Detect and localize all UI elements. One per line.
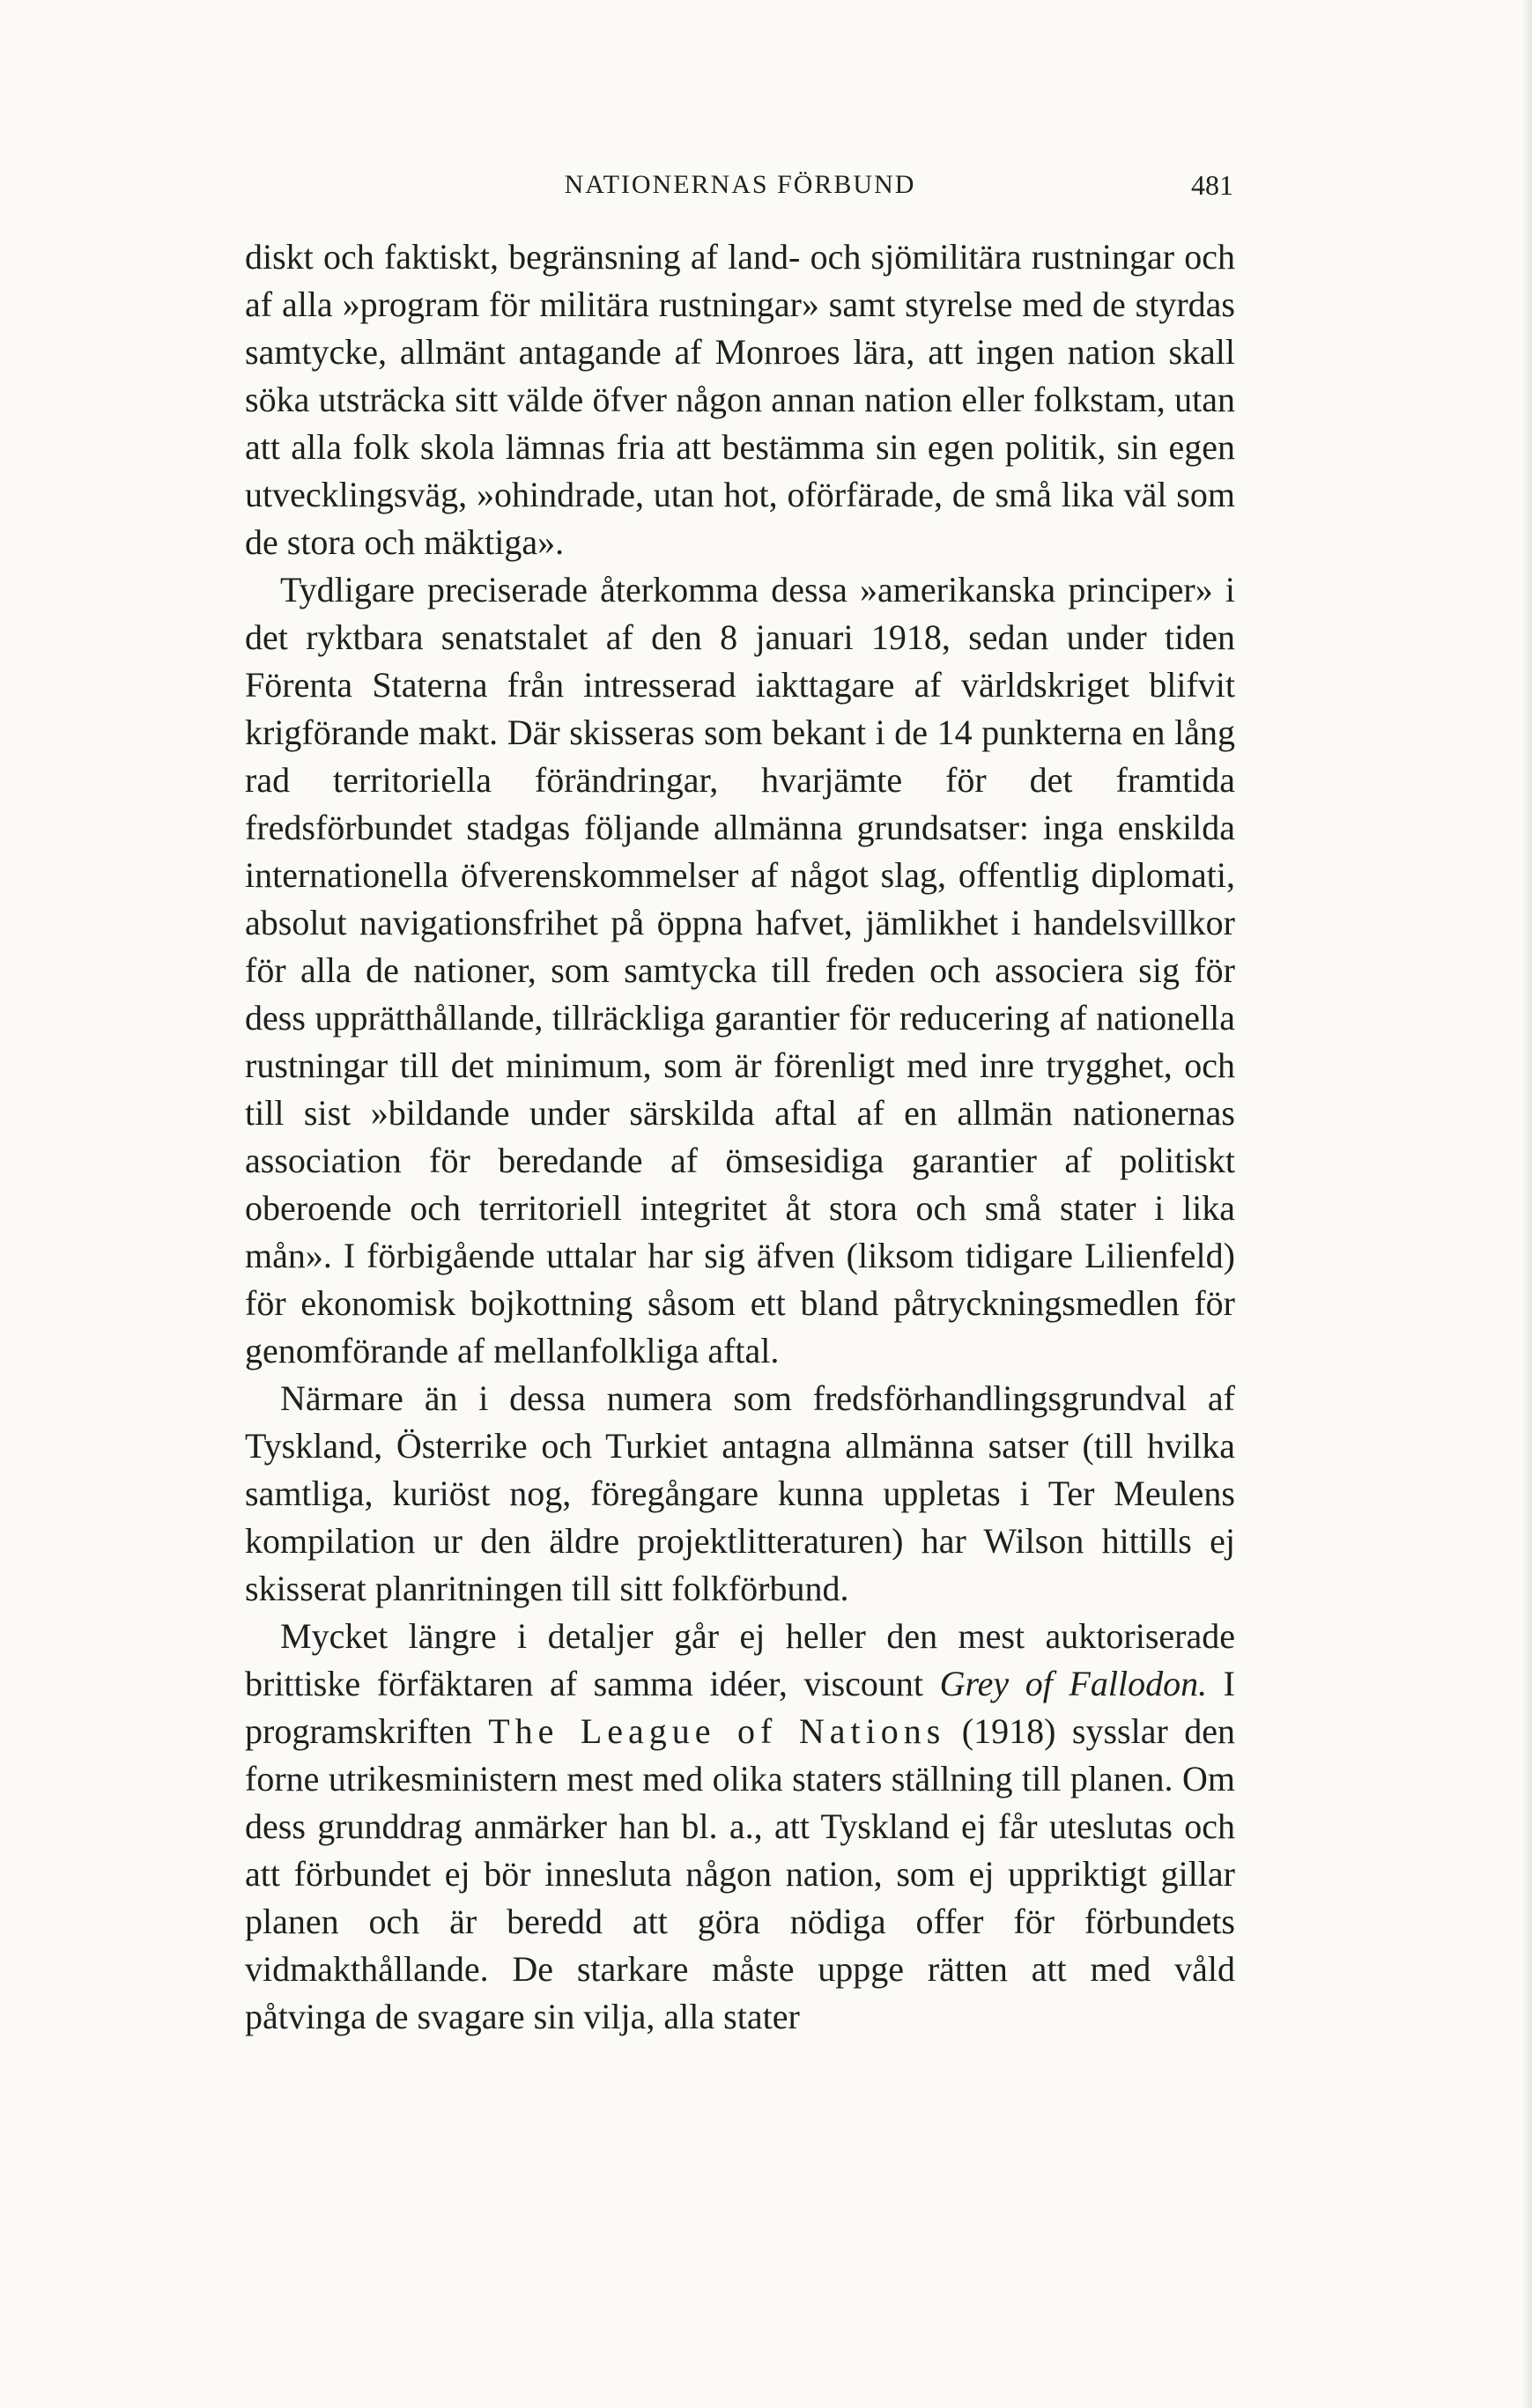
paragraph-4-text-part-2: I programskriften — [245, 1664, 1235, 1751]
body-text — [245, 233, 1235, 2041]
paragraph-4-text-part-1: Mycket längre i detaljer går ej heller den mest auktoriserade brittiske förfäktaren af samma idéer, viscount — [245, 1616, 1235, 1703]
running-title: NATIONERNAS FÖRBUND — [564, 170, 916, 199]
author-name: Grey of Fallodon. — [939, 1664, 1208, 1703]
paragraph-1: diskt och faktiskt, begränsning af land- och sjömilitära rustningar och af alla »program för militära rustningar» samt styrelse med de styrdas samtycke, allmänt antagande af Monroes lära, att ingen nation skall söka utsträcka sitt välde öfver någon annan nation eller folkstam, utan att alla folk skola lämnas fria att bestämma sin egen politik, sin egen utvecklingsväg, »ohindrade, utan hot, oförfärade, de små lika väl som de stora och mäktiga». — [245, 237, 1235, 562]
running-header — [247, 167, 1233, 211]
paragraph-4 — [245, 1613, 1235, 2041]
paragraph-2: Tydligare preciserade återkomma dessa »amerikanska principer» i det ryktbara senatstalet af den 8 januari 1918, sedan under tiden Förenta Staterna från intresserad iakttagare af världskriget blifvit krigförande makt. Där skisseras som bekant i de 14 punkterna en lång rad territoriella förändringar, hvarjämte för det framtida fredsförbundet stadgas följande allmänna grundsatser: inga enskilda internationella öfverenskommelser af något slag, offentlig diplomati, absolut navigationsfrihet på öppna hafvet, jämlikhet i handelsvillkor för alla de nationer, som samtycka till freden och associera sig för dess upprätthållande, tillräckliga garantier för reducering af nationella rustningar till det minimum, som är förenligt med inre trygghet, och till sist »bildande under särskilda aftal af en allmän nationernas association för beredande af ömsesidiga garantier af politiskt oberoende och territoriell integritet åt stora och små stater i lika mån». I förbigående uttalar har sig äfven (liksom tidigare Lilienfeld) för ekonomisk bojkottning såsom ett bland påtryckningsmedlen för genomförande af mellanfolkliga aftal. — [245, 570, 1235, 1370]
publication-title: The League of Nations — [488, 1711, 946, 1751]
page-number: 481 — [1191, 169, 1233, 201]
paragraph-3: Närmare än i dessa numera som fredsförhandlingsgrundval af Tyskland, Österrike och Turkiet antagna allmänna satser (till hvilka samtliga, kuriöst nog, föregångare kunna uppletas i Ter Meulens kompilation ur den äldre projektlitteraturen) har Wilson hittills ej skisserat planritningen till sitt folkförbund. — [245, 1378, 1235, 1608]
paragraph-4-text-part-3: (1918) sysslar den forne utrikesministern mest med olika staters ställning till planen. Om dess grunddrag anmärker han bl. a., att Tyskland ej får uteslutas och att förbundet ej bör innesluta någon nation, som ej uppriktigt gillar planen och är beredd att göra nödiga offer för förbundets vidmakthållande. De starkare måste uppge rätten att med våld påtvinga de svagare sin vilja, alla stater — [245, 1711, 1236, 2036]
page-edge-shadow — [1521, 0, 1532, 2408]
